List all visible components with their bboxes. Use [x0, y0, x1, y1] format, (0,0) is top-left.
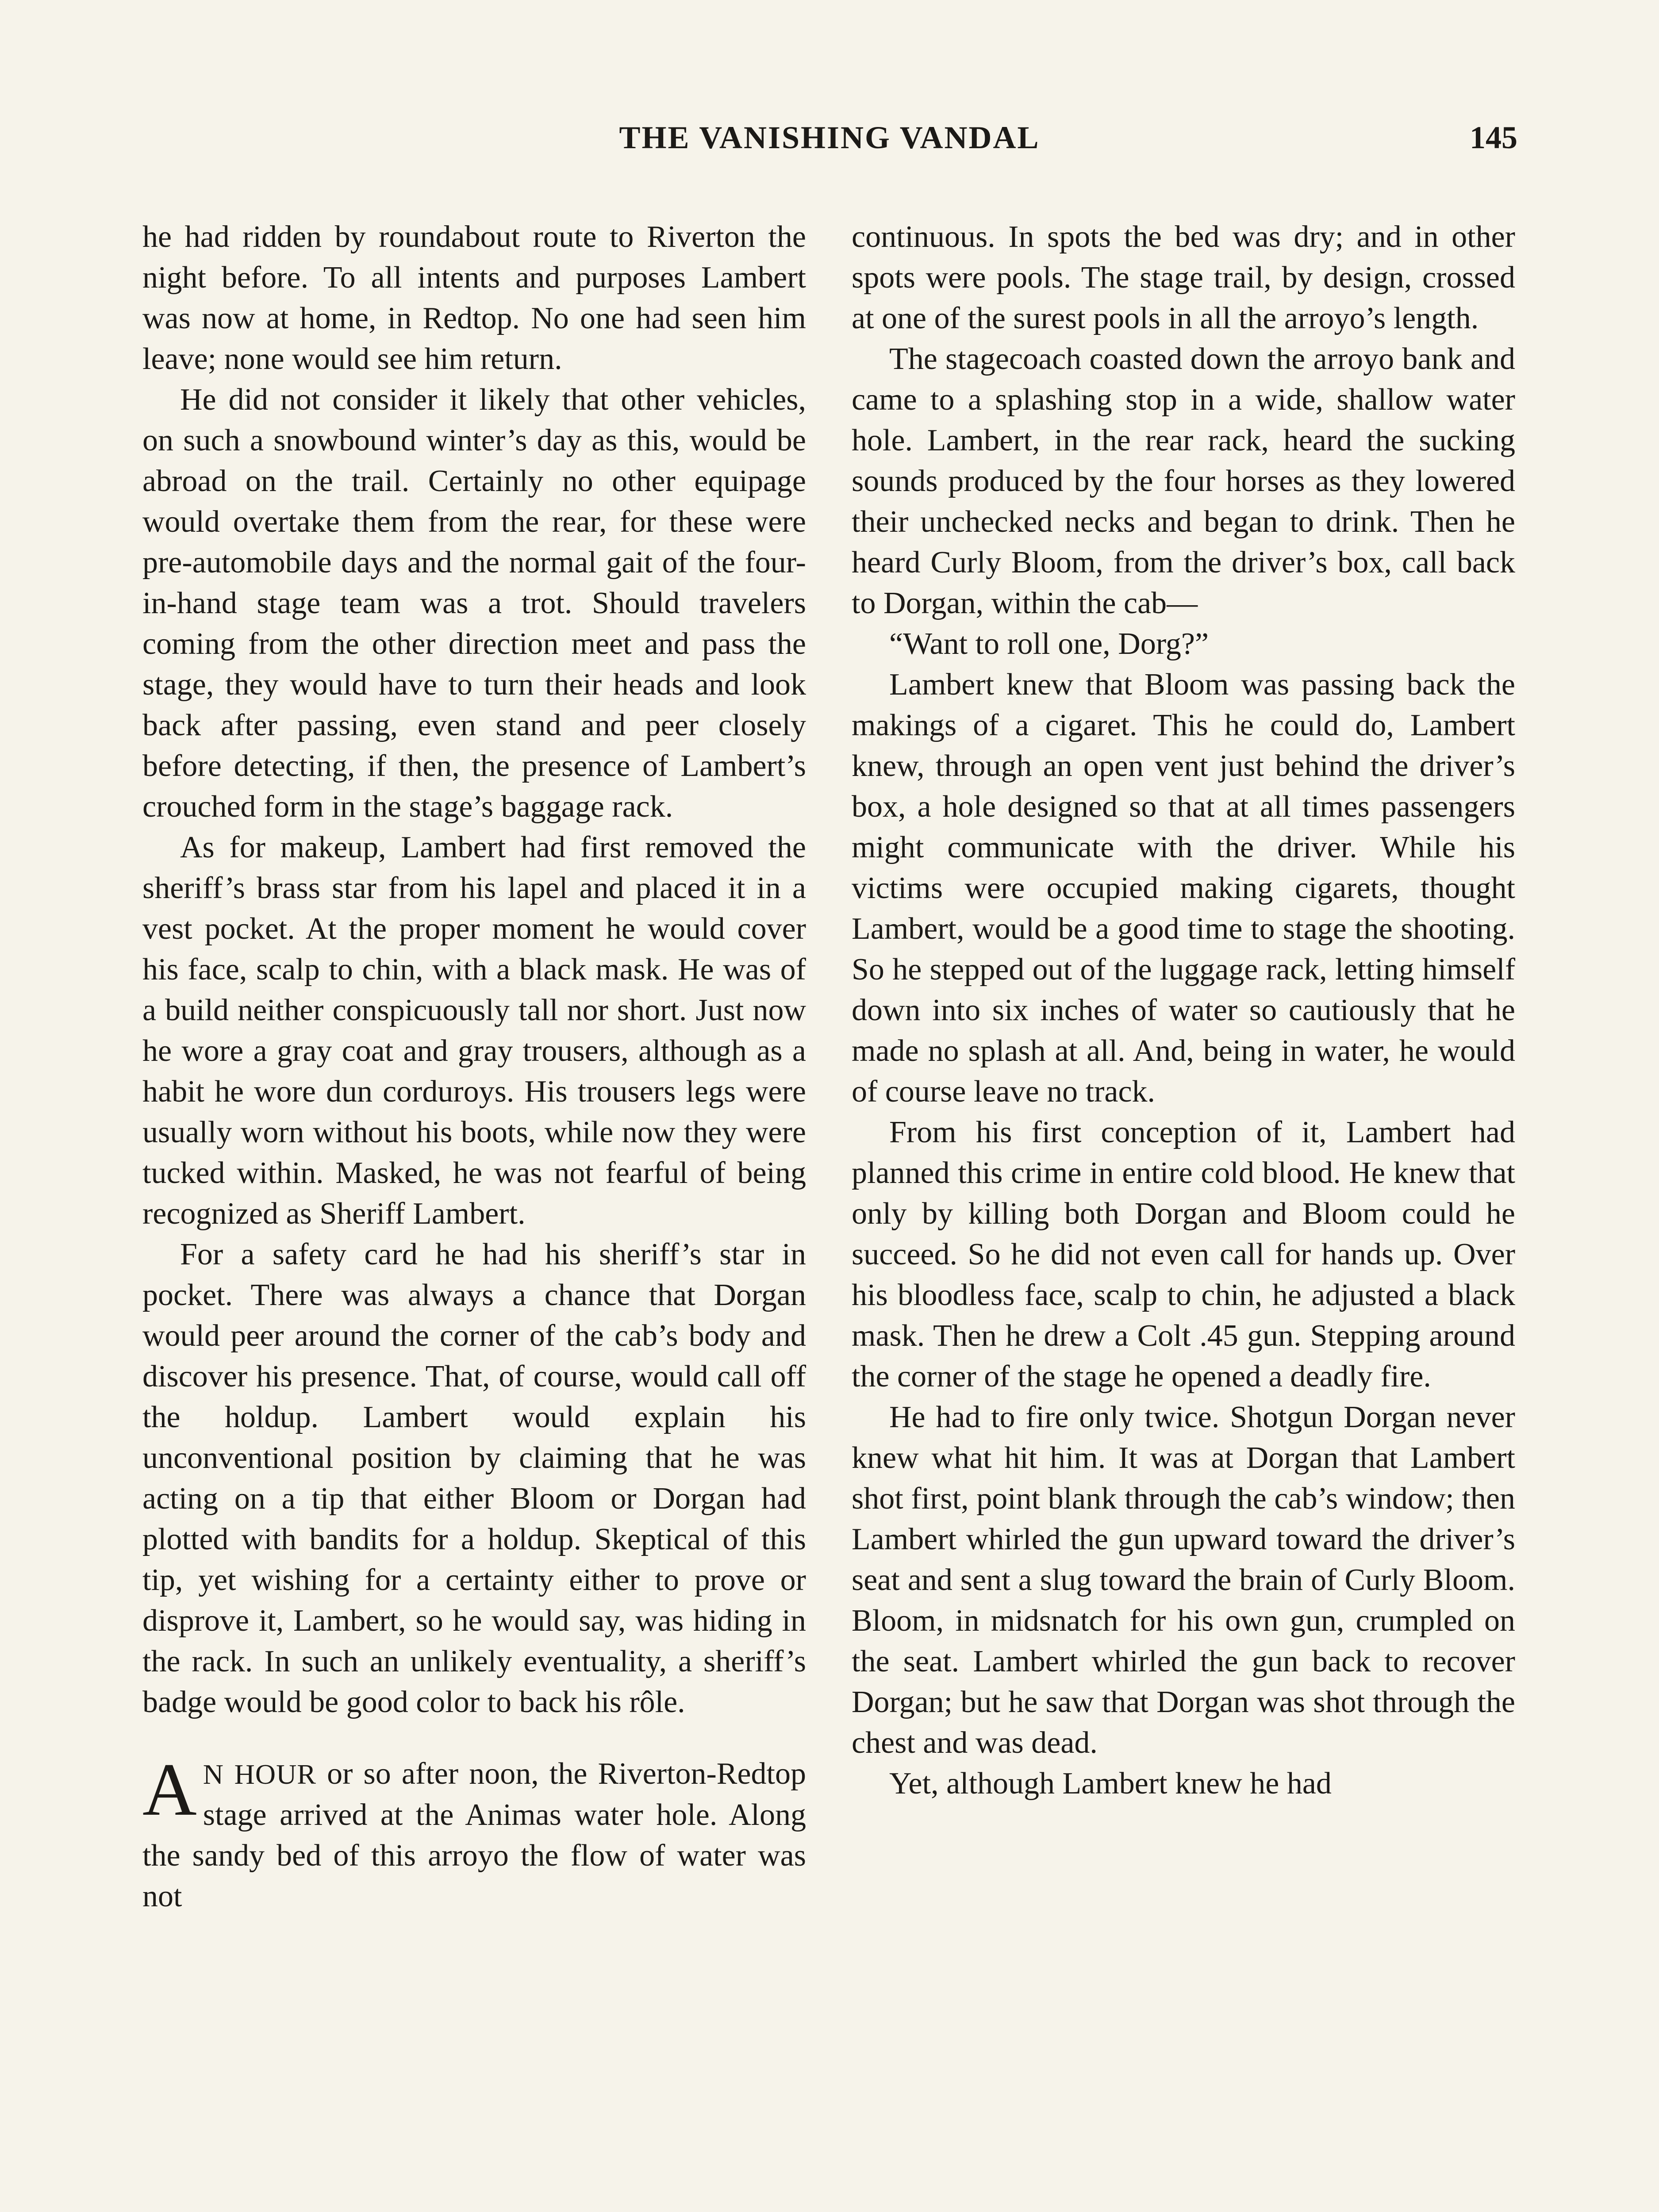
section-text: or so after noon, the Riverton-Redtop stage arrived at the Animas water hole. Along the sandy bed of this arroyo the flow of water was not: [142, 1757, 806, 1913]
drop-cap: A: [142, 1748, 197, 1831]
left-column: [142, 217, 806, 1917]
page-number: 145: [1470, 120, 1517, 155]
paragraph: From his first conception of it, Lambert had planned this crime in entire cold blood. He knew that only by killing both Dorgan and Bloom could he succeed. So he did not even call for hands up. Over his bloodless face, scalp to chin, he adjusted a black mask. Then he drew a Colt .45 gun. Stepping around the corner of the stage he opened a deadly fire.: [852, 1115, 1515, 1394]
right-column: [852, 217, 1515, 1804]
paragraph: The stagecoach coasted down the arroyo bank and came to a splashing stop in a wide, shallow water hole. Lambert, in the rear rack, heard the sucking sounds produced by the four horses as they lowered their unchecked necks and began to drink. Then he heard Curly Bloom, from the driver’s box, call back to Dorgan, within the cab—: [852, 342, 1515, 620]
paragraph: Yet, although Lambert knew he had: [889, 1767, 1332, 1801]
section-start-paragraph: [142, 1748, 806, 1917]
paragraph: For a safety card he had his sheriff’s star in pocket. There was always a chance that Dorgan would peer around the corner of the cab’s body and discover his presence. That, of course, would call off the holdup. Lambert would explain his unconventional position by claiming that he was acting on a tip that either Bloom or Dorgan had plotted with bandits for a holdup. Skeptical of this tip, yet wishing for a certainty either to prove or disprove it, Lambert, so he would say, was hiding in the rack. In such an unlikely eventuality, a sheriff’s badge would be good color to back his rôle.: [142, 1237, 806, 1719]
paragraph: continuous. In spots the bed was dry; and in other spots were pools. The stage trail, by design, crossed at one of the surest pools in all the arroyo’s length.: [852, 220, 1515, 335]
dialogue-line: “Want to roll one, Dorg?”: [889, 627, 1209, 661]
running-title: THE VANISHING VANDAL: [619, 120, 1040, 155]
lead-in: N HOUR: [203, 1759, 316, 1790]
paragraph: He did not consider it likely that other vehicles, on such a snowbound winter’s day as this, would be abroad on the trail. Certainly no other equipage would overtake them from the rear, for these were pre-automobile days and the normal gait of the four-in-hand stage team was a trot. Should travelers coming from the other direction meet and pass the stage, they would have to turn their heads and look back after passing, even stand and peer closely before detecting, if then, the presence of Lambert’s crouched form in the stage’s baggage rack.: [142, 383, 806, 824]
paragraph: Lambert knew that Bloom was passing back the makings of a cigaret. This he could do, Lambert knew, through an open vent just behind the driver’s box, a hole designed so that at all times passengers might communicate with the driver. While his victims were occupied making cigarets, thought Lambert, would be a good time to stage the shooting. So he stepped out of the luggage rack, letting himself down into six inches of water so cautiously that he made no splash at all. And, being in water, he would of course leave no track.: [852, 668, 1515, 1109]
paragraph: He had to fire only twice. Shotgun Dorgan never knew what hit him. It was at Dorgan that Lambert shot first, point blank through the cab’s window; then Lambert whirled the gun upward toward the driver’s seat and sent a slug toward the brain of Curly Bloom. Bloom, in midsnatch for his own gun, crumpled on the seat. Lambert whirled the gun back to recover Dorgan; but he saw that Dorgan was shot through the chest and was dead.: [852, 1400, 1515, 1760]
paragraph: As for makeup, Lambert had first removed the sheriff’s brass star from his lapel and placed it in a vest pocket. At the proper moment he would cover his face, scalp to chin, with a black mask. He was of a build neither conspicuously tall nor short. Just now he wore a gray coat and gray trousers, although as a habit he wore dun corduroys. His trousers legs were usually worn without his boots, while now they were tucked within. Masked, he was not fearful of being recognized as Sheriff Lambert.: [142, 830, 806, 1231]
paragraph: he had ridden by roundabout route to Riverton the night before. To all intents and purposes Lambert was now at home, in Redtop. No one had seen him leave; none would see him return.: [142, 220, 806, 376]
